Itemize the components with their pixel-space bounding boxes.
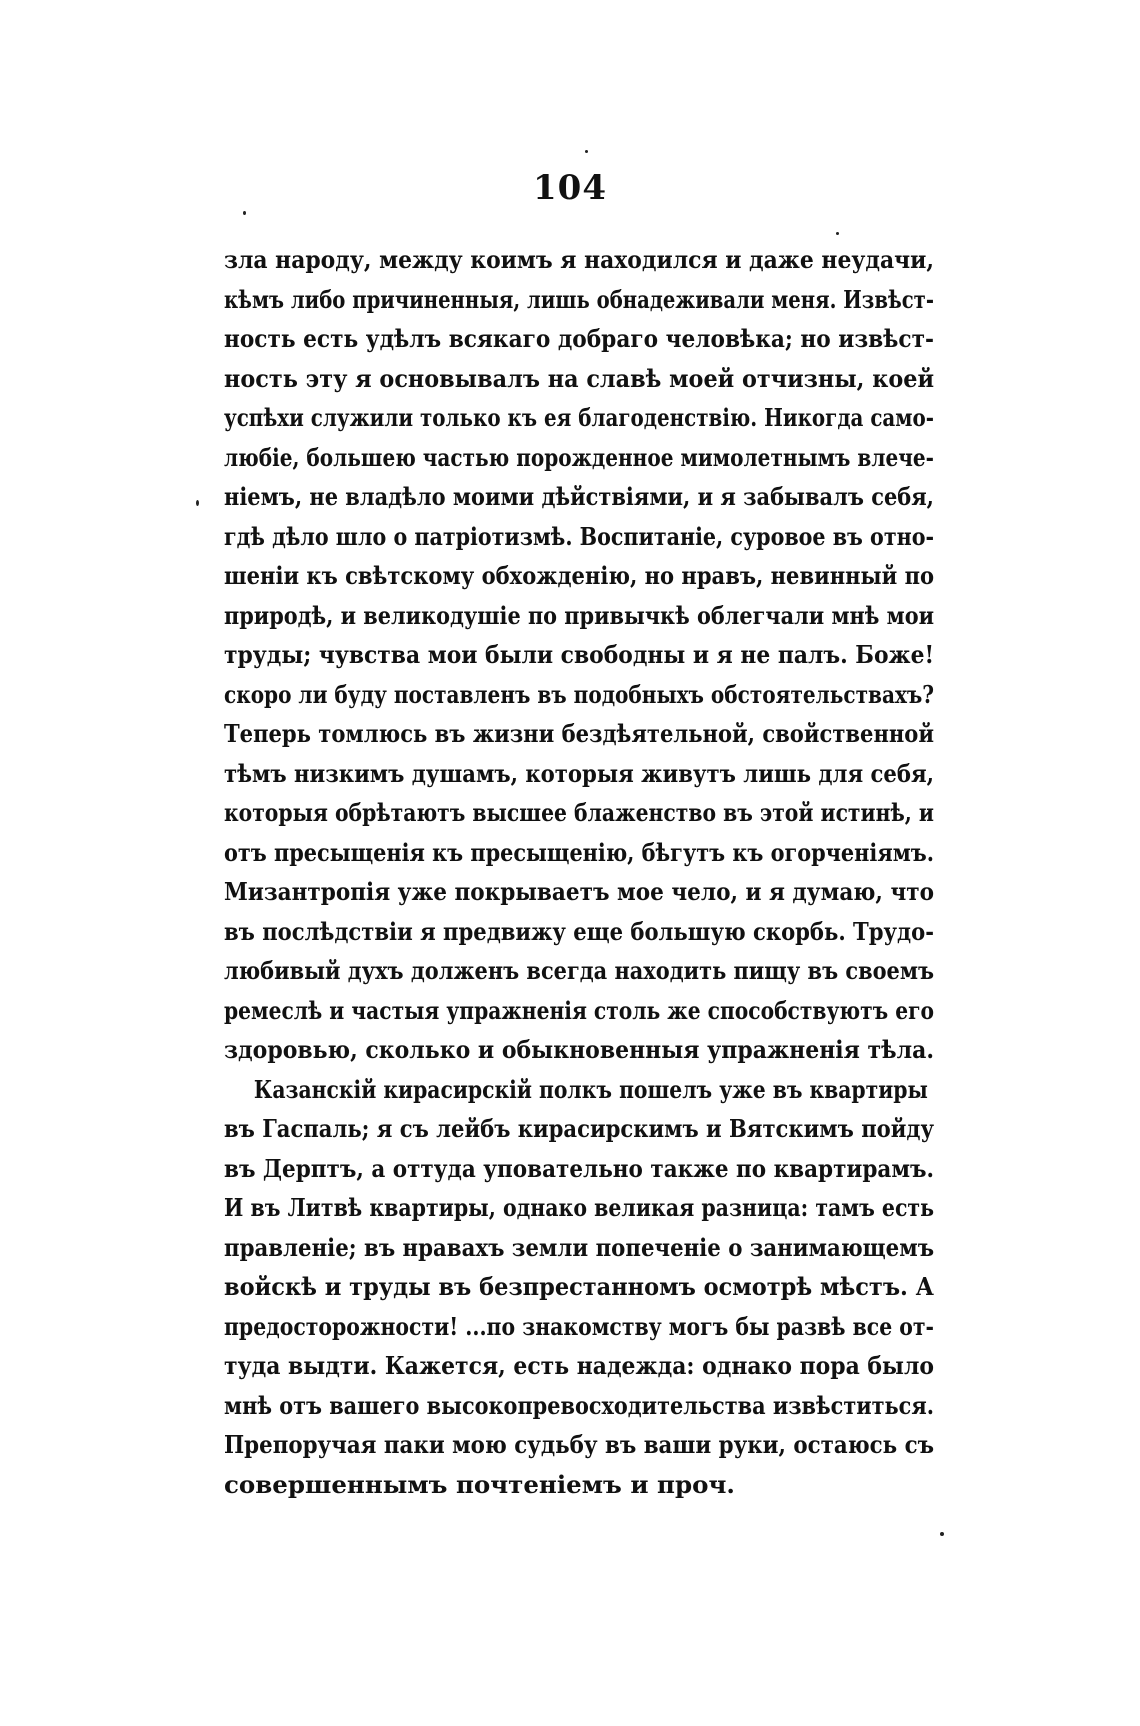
- text-line: успѣхи служили только къ ея благоденствію. Никогда само-: [224, 403, 935, 432]
- scan-speck: [196, 500, 199, 506]
- text-line: гдѣ дѣло шло о патріотизмѣ. Воспитаніе, суровое въ отно-: [224, 521, 935, 551]
- text-line: ремеслѣ и частыя упражненія столь же способствуютъ его: [224, 995, 935, 1025]
- text-line: отъ пресыщенія къ пресыщенію, бѣгутъ къ огорченіямъ.: [224, 837, 935, 867]
- text-line: труды; чувства мои были свободны и я не палъ. Боже!: [224, 640, 935, 669]
- text-line: Мизантропія уже покрываетъ мое чело, и я думаю, что: [224, 877, 934, 906]
- text-line: кѣмъ либо причиненныя, лишь обнадеживали меня. Извѣст-: [224, 284, 934, 314]
- text-line: совершеннымъ почтеніемъ и проч.: [224, 1469, 735, 1499]
- text-line: въ Дерптъ, а оттуда уповательно также по квартирамъ.: [224, 1153, 935, 1183]
- text-line: Теперь томлюсь въ жизни бездѣятельной, свойственной: [224, 719, 934, 748]
- text-line: зла народу, между коимъ я находился и даже неудачи,: [224, 245, 934, 274]
- text-line: Препоручая паки мою судьбу въ ваши руки, остаюсь съ: [224, 1430, 934, 1459]
- text-line: въ послѣдствіи я предвижу еще большую скорбь. Трудо-: [224, 916, 934, 946]
- text-line: мнѣ отъ вашего высокопревосходительства извѣститься.: [224, 1390, 934, 1420]
- text-line: И въ Литвѣ квартиры, однако великая разница: тамъ есть: [224, 1193, 935, 1222]
- text-line: любіе, большею частью порожденное мимолетнымъ влече-: [224, 442, 935, 472]
- scan-speck: [940, 1532, 944, 1536]
- scan-speck: [836, 232, 839, 235]
- text-line: скоро ли буду поставленъ въ подобныхъ обстоятельствахъ?: [224, 679, 935, 709]
- text-line: природѣ, и великодушіе по привычкѣ облегчали мнѣ мои: [224, 600, 935, 630]
- text-line: ность эту я основывалъ на славѣ моей отчизны, коей: [224, 363, 935, 393]
- scan-speck: [243, 211, 246, 215]
- text-line: туда выдти. Кажется, есть надежда: однако пора было: [224, 1351, 935, 1380]
- text-line: ность есть удѣлъ всякаго добраго человѣка; но извѣст-: [224, 324, 935, 353]
- text-line: Казанскій кирасирскій полкъ пошелъ уже въ квартиры: [253, 1074, 928, 1104]
- text-line: тѣмъ низкимъ душамъ, которыя живутъ лишь для себя,: [224, 758, 935, 788]
- text-line: здоровью, сколько и обыкновенныя упражненія тѣла.: [224, 1035, 935, 1064]
- text-line: въ Гаспаль; я съ лейбъ кирасирскимъ и Вятскимъ пойду: [224, 1114, 934, 1143]
- scan-speck: [585, 150, 588, 153]
- text-line: которыя обрѣтаютъ высшее блаженство въ этой истинѣ, и: [224, 798, 934, 827]
- body-text: [224, 240, 934, 1504]
- text-line: ніемъ, не владѣло моими дѣйствіями, и я забывалъ себя,: [224, 482, 934, 511]
- text-line: предосторожности! ...по знакомству могъ бы развѣ все от-: [224, 1311, 935, 1341]
- text-line: шеніи къ свѣтскому обхожденію, но нравъ, невинный по: [224, 561, 935, 590]
- text-line: правленіе; въ нравахъ земли попеченіе о занимающемъ: [224, 1232, 935, 1262]
- page-number: 104: [533, 168, 607, 208]
- text-line: любивый духъ долженъ всегда находить пищу въ своемъ: [224, 956, 935, 985]
- text-line: войскѣ и труды въ безпрестанномъ осмотрѣ мѣстъ. А: [224, 1272, 934, 1301]
